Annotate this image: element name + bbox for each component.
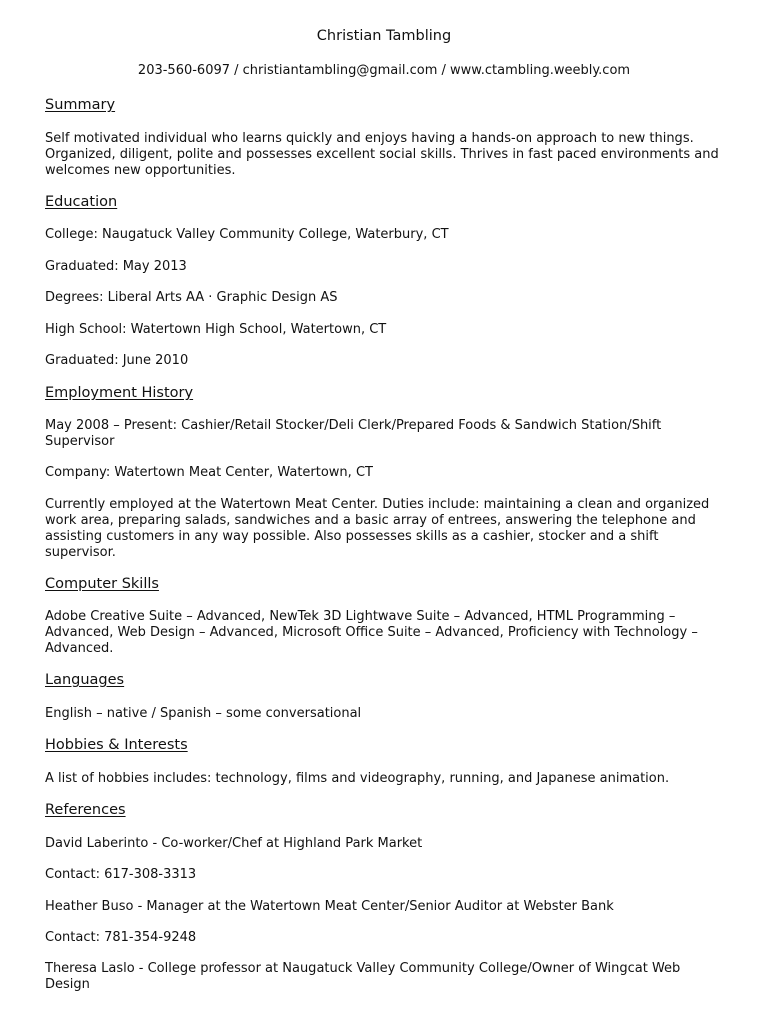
education-college: College: Naugatuck Valley Community College, Waterbury, CT [45, 227, 449, 242]
summary-heading: Summary [45, 97, 116, 113]
hobbies-heading: Hobbies & Interests [45, 737, 188, 753]
reference-1-contact: Contact: 617-308-3313 [45, 867, 197, 882]
reference-1: David Laberinto - Co-worker/Chef at Highland Park Market [45, 836, 423, 851]
computer-skills-heading: Computer Skills [45, 576, 159, 592]
reference-3: Theresa Laslo - College professor at Naugatuck Valley Community College/Owner of Wingcat Web Design [45, 961, 681, 992]
employment-company: Company: Watertown Meat Center, Watertown, CT [45, 465, 373, 480]
education-hs-graduated: Graduated: June 2010 [45, 353, 189, 368]
education-high-school: High School: Watertown High School, Watertown, CT [45, 322, 387, 337]
resume-name: Christian Tambling [316, 28, 452, 44]
languages-text: English – native / Spanish – some conversational [45, 706, 362, 721]
employment-position: May 2008 – Present: Cashier/Retail Stocker/Deli Clerk/Prepared Foods & Sandwich Station/Shift Supervisor [45, 418, 662, 449]
employment-description: Currently employed at the Watertown Meat Center. Duties include: maintaining a clean and organized work area, preparing salads, sandwiches and a basic array of entrees, answering the telephone and assisting customers in any way possible. Also possesses skills as a cashier, stocker and a shift supervisor. [45, 497, 710, 560]
references-heading: References [45, 802, 126, 818]
education-college-graduated: Graduated: May 2013 [45, 259, 187, 274]
reference-2-contact: Contact: 781-354-9248 [45, 930, 197, 945]
hobbies-text: A list of hobbies includes: technology, films and videography, running, and Japanese animation. [45, 771, 670, 786]
education-heading: Education [45, 194, 118, 210]
education-degrees: Degrees: Liberal Arts AA · Graphic Design AS [45, 290, 338, 305]
computer-skills-text: Adobe Creative Suite – Advanced, NewTek 3D Lightwave Suite – Advanced, HTML Programming – Advanced, Web Design – Advanced, Microsoft Office Suite – Advanced, Proficiency with Technology – Advanced. [45, 609, 698, 656]
employment-heading: Employment History [45, 385, 194, 401]
languages-heading: Languages [45, 672, 125, 688]
summary-text: Self motivated individual who learns quickly and enjoys having a hands-on approach to new things. Organized, diligent, polite and possesses excellent social skills. Thrives in fast paced environments and welcomes new opportunities. [45, 131, 719, 178]
reference-2: Heather Buso - Manager at the Watertown Meat Center/Senior Auditor at Webster Bank [45, 899, 614, 914]
contact-line: 203-560-6097 / christiantambling@gmail.com / www.ctambling.weebly.com [137, 63, 631, 78]
